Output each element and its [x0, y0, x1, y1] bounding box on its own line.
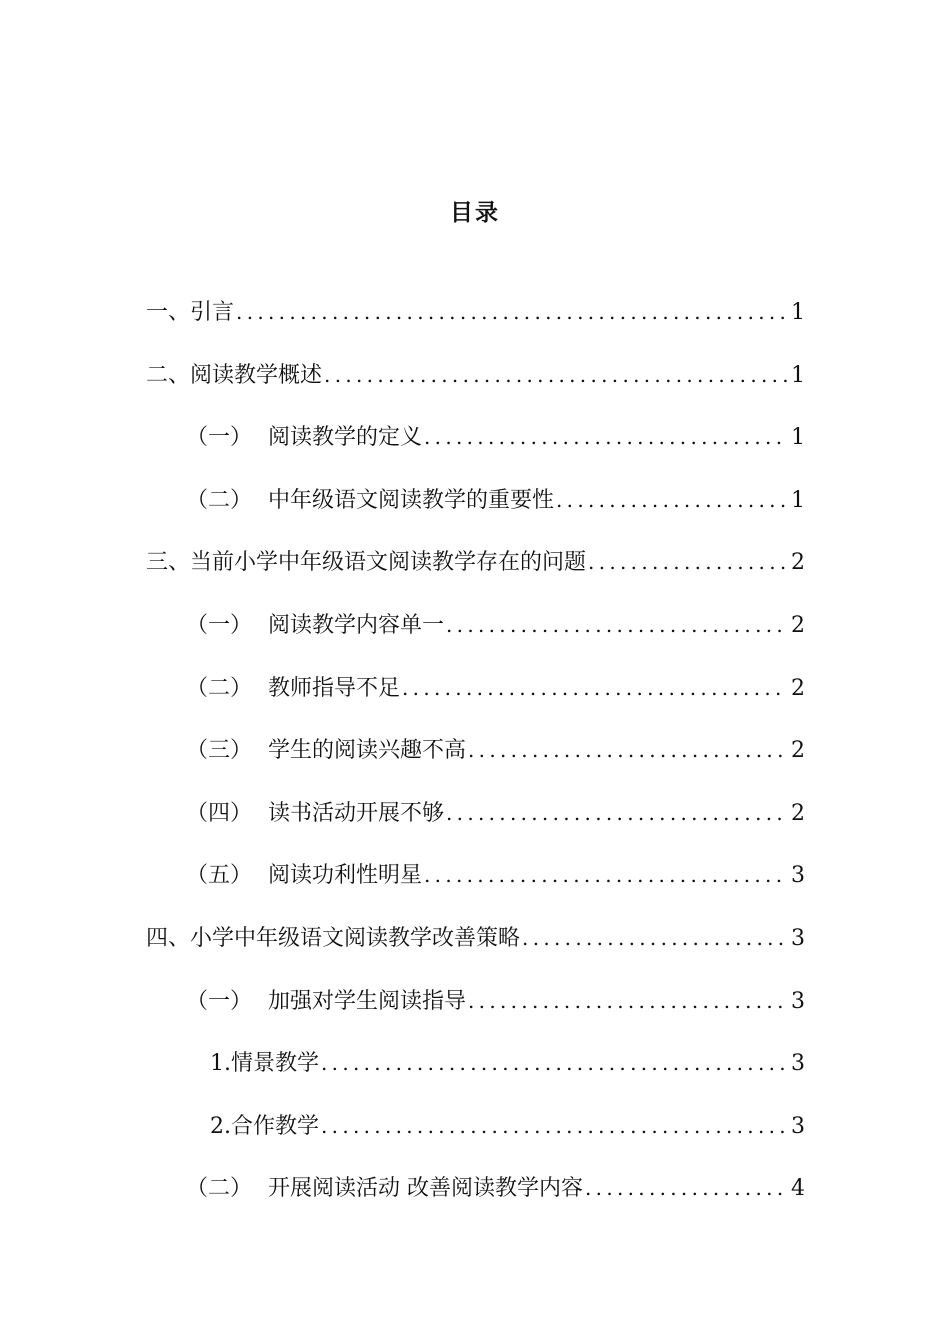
toc-entry-text: 合作教学 [231, 1113, 320, 1139]
toc-entry[interactable] [0, 603, 950, 666]
toc-entry-text: 引言 [190, 300, 235, 325]
toc-entry-label [146, 354, 322, 398]
toc-dot-leader [446, 791, 787, 835]
toc-entry-text: 开展阅读活动 改善阅读教学内容 [268, 1176, 583, 1202]
toc-dot-leader [324, 353, 787, 397]
toc-entry-number: （四） [186, 800, 253, 826]
toc-page-number: 3 [791, 1113, 805, 1139]
toc-dot-leader [321, 1104, 787, 1148]
toc-dot-leader [522, 916, 787, 960]
toc-page-number: 2 [791, 612, 805, 638]
toc-entry-label [186, 604, 444, 648]
toc-entry-text: 中年级语文阅读教学的重要性 [268, 487, 555, 513]
toc-entry[interactable] [0, 979, 950, 1042]
toc-entry[interactable] [0, 666, 950, 729]
toc-entry-label [210, 1105, 319, 1149]
toc-entry-text: 阅读教学内容单一 [268, 612, 445, 638]
toc-entry-label [186, 479, 554, 523]
toc-entry[interactable] [0, 916, 950, 979]
toc-dot-leader [321, 1041, 787, 1085]
toc-dot-leader [556, 478, 787, 522]
toc-entry-label [186, 667, 400, 711]
toc-entry[interactable] [0, 1166, 950, 1229]
toc-page-number: 1 [791, 362, 805, 388]
toc-entry-label [146, 917, 520, 961]
toc-entry[interactable] [0, 290, 950, 353]
toc-entry-number: 2. [210, 1113, 231, 1139]
toc-entry[interactable] [0, 415, 950, 478]
toc-entry-number: 二、 [146, 362, 191, 388]
toc-entry-label [210, 1042, 319, 1086]
toc-entry-number: （一） [186, 612, 253, 638]
toc-page-number: 3 [791, 1051, 805, 1077]
toc-entry[interactable] [0, 1041, 950, 1104]
toc-entry-number: 三、 [146, 550, 191, 576]
toc-entry-label [186, 729, 466, 773]
toc-entry-label [186, 416, 422, 460]
toc-entry[interactable] [0, 853, 950, 916]
toc-dot-leader [468, 728, 787, 772]
toc-entry-text: 当前小学中年级语文阅读教学存在的问题 [190, 550, 587, 576]
toc-entry-number: （二） [186, 1176, 253, 1202]
toc-entry-text: 学生的阅读兴趣不高 [268, 738, 467, 764]
toc-dot-leader [236, 290, 787, 334]
toc-entry-label [146, 291, 234, 335]
toc-entry-label [186, 792, 444, 836]
toc-entry-number: 一、 [146, 300, 191, 325]
toc-entry-text: 阅读教学概述 [190, 362, 323, 388]
toc-entry-text: 阅读教学的定义 [268, 425, 423, 451]
toc-page-number: 3 [791, 988, 805, 1014]
toc-page-number: 4 [791, 1176, 805, 1202]
toc-entry[interactable] [0, 791, 950, 854]
toc-entry-number: 1. [210, 1051, 231, 1077]
toc-entry-text: 阅读功利性明星 [268, 863, 423, 889]
toc-entry-number: （一） [186, 988, 253, 1014]
toc-entry-text: 加强对学生阅读指导 [268, 988, 467, 1014]
toc-dot-leader [446, 603, 787, 647]
toc-entry[interactable] [0, 540, 950, 603]
toc-page-number: 1 [791, 487, 805, 513]
toc-entry-label [186, 980, 466, 1024]
toc-dot-leader [424, 415, 787, 459]
toc-entry-number: （五） [186, 863, 253, 889]
toc-entry-label [146, 541, 586, 585]
toc-dot-leader [585, 1166, 787, 1210]
toc-page-number: 2 [791, 675, 805, 701]
toc-entry[interactable] [0, 353, 950, 416]
toc-page-number: 3 [791, 925, 805, 951]
toc-entry[interactable] [0, 728, 950, 791]
toc-entry-number: （二） [186, 487, 253, 513]
toc-dot-leader [424, 853, 787, 897]
toc-entry-text: 教师指导不足 [268, 675, 401, 701]
toc-entry-number: （三） [186, 738, 253, 764]
toc-page-number: 3 [791, 863, 805, 889]
toc-entry-text: 读书活动开展不够 [268, 800, 445, 826]
toc-entry-label [186, 1167, 583, 1211]
toc-entry-text: 小学中年级语文阅读教学改善策略 [190, 925, 521, 951]
toc-entry-number: （一） [186, 425, 253, 451]
toc-entry-number: （二） [186, 675, 253, 701]
toc-page-number: 2 [791, 550, 805, 576]
toc-dot-leader [588, 540, 787, 584]
toc-entry-text: 情景教学 [231, 1051, 320, 1077]
toc-entry-number: 四、 [146, 925, 191, 951]
toc-page-number: 2 [791, 738, 805, 764]
toc-entry[interactable] [0, 478, 950, 541]
toc-entry[interactable] [0, 1104, 950, 1167]
toc-list [0, 290, 950, 1229]
toc-entry-label [186, 854, 422, 898]
toc-title: 目录 [450, 200, 500, 226]
toc-page-number: 1 [791, 425, 805, 451]
toc-dot-leader [468, 979, 787, 1023]
toc-dot-leader [402, 666, 787, 710]
toc-page-number: 1 [791, 300, 805, 325]
toc-page-number: 2 [791, 800, 805, 826]
